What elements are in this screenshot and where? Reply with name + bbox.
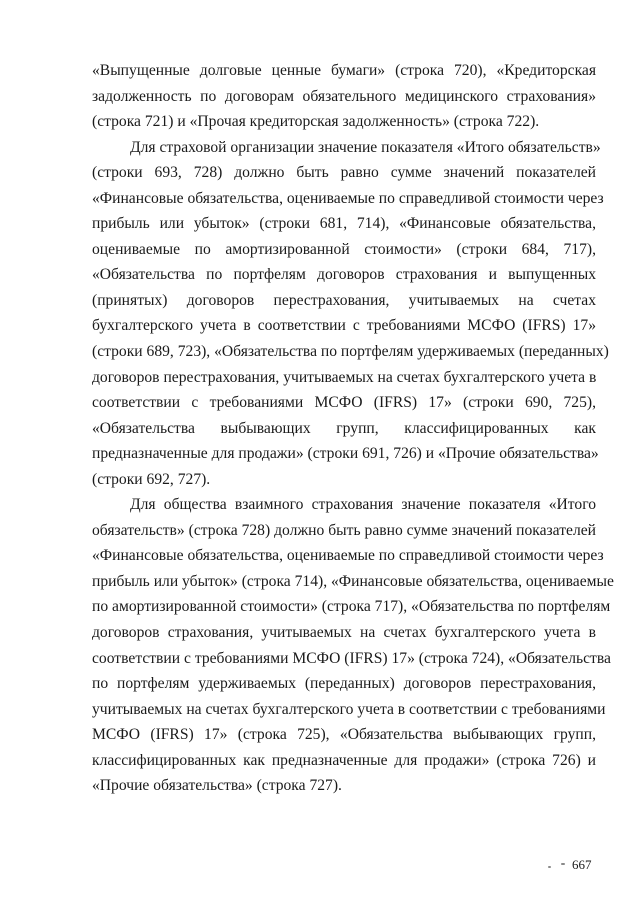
text-line: договоров перестрахования, учитываемых на счетах бухгалтерского учета в xyxy=(92,368,597,386)
text-line: «Финансовые обязательства, оцениваемые по справедливой стоимости через xyxy=(92,547,604,565)
text-line: по портфелям удерживаемых (переданных) договоров перестрахования, xyxy=(92,675,596,693)
text-line: предназначенные для продажи» (строки 691, 726) и «Прочие обязательства» xyxy=(92,445,599,463)
paragraph-2 xyxy=(92,135,609,493)
text-line: по амортизированной стоимости» (строка 717), «Обязательства по портфелям xyxy=(92,598,611,616)
page-number: 667 xyxy=(572,857,592,872)
text-line: (строки 689, 723), «Обязательства по портфелям удерживаемых (переданных) xyxy=(92,343,609,361)
text-line: «Прочие обязательства» (строка 727). xyxy=(92,777,342,795)
text-line: задолженность по договорам обязательного медицинского страхования» xyxy=(92,87,596,105)
text-line: соответствии с требованиями МСФО (IFRS) 17» (строки 690, 725), xyxy=(92,394,596,412)
text-line: классифицированных как предназначенные для продажи» (строка 726) и xyxy=(92,751,596,769)
text-line: (строка 721) и «Прочая кредиторская задолженность» (строка 722). xyxy=(92,113,540,131)
text-line: договоров страхования, учитываемых на счетах бухгалтерского учета в xyxy=(92,624,596,642)
text-line: (строки 693, 728) должно быть равно сумме значений показателей xyxy=(92,164,596,182)
text-line: (строки 692, 727). xyxy=(92,470,211,488)
body-text xyxy=(92,58,614,799)
paragraph-3 xyxy=(92,492,614,799)
text-line: «Обязательства по портфелям договоров страхования и выпущенных xyxy=(92,266,596,284)
text-line: прибыль или убыток» (строка 714), «Финансовые обязательства, оцениваемые xyxy=(92,572,614,590)
text-line: соответствии с требованиями МСФО (IFRS) 17» (строка 724), «Обязательства xyxy=(92,649,611,667)
text-line: Для общества взаимного страхования значение показателя «Итого xyxy=(130,496,596,514)
scan-speck xyxy=(561,863,565,865)
text-line: оцениваемые по амортизированной стоимости» (строки 684, 717), xyxy=(92,240,596,258)
text-line: «Обязательства выбывающих групп, классифицированных как xyxy=(92,419,596,437)
text-line: «Финансовые обязательства, оцениваемые по справедливой стоимости через xyxy=(92,189,604,207)
text-line: обязательств» (строка 728) должно быть равно сумме значений показателей xyxy=(92,521,596,539)
text-line: «Выпущенные долговые ценные бумаги» (строка 720), «Кредиторская xyxy=(92,62,596,79)
text-line: прибыль или убыток» (строки 681, 714), «Финансовые обязательства, xyxy=(92,215,596,233)
text-line: учитываемых на счетах бухгалтерского учета в соответствии с требованиями xyxy=(92,700,606,718)
paragraph-1 xyxy=(92,58,596,135)
text-line: Для страховой организации значение показателя «Итого обязательств» xyxy=(130,138,601,156)
text-line: МСФО (IFRS) 17» (строка 725), «Обязательства выбывающих групп, xyxy=(92,726,596,744)
scan-speck xyxy=(548,866,551,868)
text-line: бухгалтерского учета в соответствии с требованиями МСФО (IFRS) 17» xyxy=(92,317,596,335)
text-line: (принятых) договоров перестрахования, учитываемых на счетах xyxy=(92,291,596,309)
